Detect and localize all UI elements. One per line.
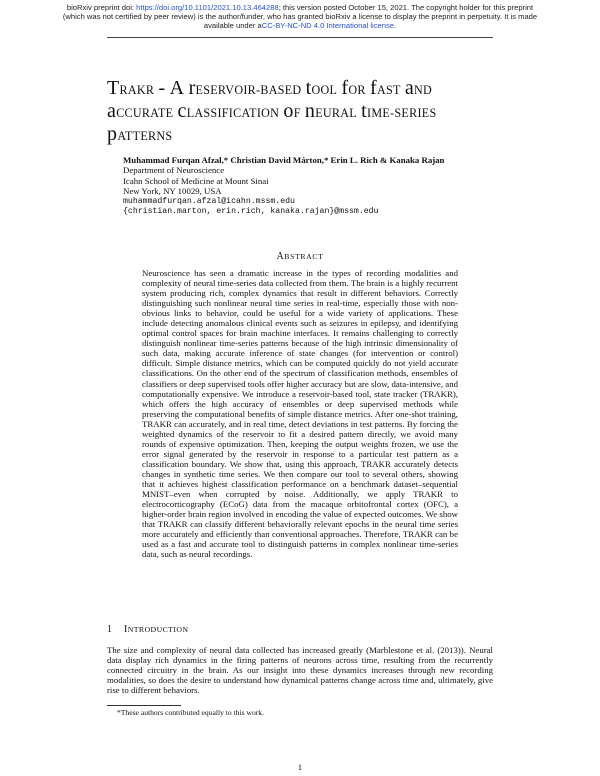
preprint-line3-start: available under a — [203, 21, 262, 30]
title-line-1: TRAKR - A rESERVOIR-BASED tOOL fOR fAST aND — [107, 77, 433, 99]
abstract-text: Neuroscience has seen a dramatic increase in the types of recording modalities and complexity of neural time-series data collected from them. The brain is a highly recurrent system producing rich, complex dynamics that result in different behaviors. Correctly distinguishing such nonlinear neural time series in real-time, especially those with non-obvious links to behavior, could be useful for a wide variety of applications. These include detecting anomalous clinical events such as seizures in epilepsy, and identifying optimal control spaces for brain machine interfaces. It remains challenging to correctly distinguish nonlinear time-series patterns because of the high intrinsic dimensionality of such data, making accurate inference of state changes (for intervention or control) difficult. Simple distance metrics, which can be computed quickly do not yield accurate classifications. On the other end of the spectrum of classification methods, ensembles of classifiers or deep supervised tools offer higher accuracy but are slow, data-intensive, and computationally expensive. We introduce a reservoir-based tool, state tracker (TRAKR), which offers the high accuracy of ensembles or deep supervised methods while preserving the computational benefits of simple distance metrics. After one-shot training, TRAKR can accurately, and in real time, detect deviations in test patterns. By forcing the weighted dynamics of the reservoir to fit a desired pattern directly, we avoid many rounds of expensive optimization. Then, keeping the output weights frozen, we use the error signal generated by the reservoir in response to a particular test pattern as a classification boundary. We show that, using this approach, TRAKR accurately detects changes in synthetic time series. We then compare our tool to several others, showing that it achieves highest classification performance on a benchmark dataset–sequential MNIST–even when corrupted by noise. Additionally, we apply TRAKR to electrocorticography (ECoG) data from the macaque orbitofrontal cortex (OFC), a higher-order brain region involved in encoding the value of expected outcomes. We show that TRAKR can classify different behaviorally relevant epochs in the neural time series more accurately and efficiently than conventional approaches. Therefore, TRAKR can be used as a fast and accurate tool to distinguish patterns in complex nonlinear time-series data, such as neural recordings. — [142, 268, 458, 560]
author-school: Icahn School of Medicine at Mount Sinai — [123, 175, 269, 186]
author-names: Muhammad Furqan Afzal,* Christian David Márton,* Erin L. Rich & Kanaka Rajan — [123, 155, 445, 165]
footnote-rule — [107, 705, 181, 706]
paper-title — [107, 78, 507, 147]
section-heading-introduction — [107, 624, 188, 635]
author-email-2: {christian.marton, erin.rich, kanaka.rajan}@mssm.edu — [123, 207, 379, 217]
license-link[interactable]: CC-BY-NC-ND 4.0 International license — [261, 21, 394, 30]
header-rule — [107, 37, 493, 38]
author-department: Department of Neuroscience — [123, 165, 225, 176]
abstract-heading: ABSTRACT — [276, 251, 324, 262]
preprint-line1-end: ; this version posted October 15, 2021. The copyright holder for this preprint — [278, 3, 534, 12]
author-email-1: muhammadfurqan.afzal@icahn.mssm.edu — [123, 196, 295, 206]
author-city: New York, NY 10029, USA — [123, 186, 222, 197]
author-block — [123, 155, 503, 217]
introduction-paragraph: The size and complexity of neural data collected has increased greatly (Marblestone et al. (2013)). Neural data display rich dynamics in the firing patterns of neurons across time, resulting from the recurrently connected circuitry in the brain. As our insight into these dynamics increases through new recording modalities, so does the desire to understand how dynamical patterns change across time and, ultimately, give rise to different behaviors. — [107, 645, 493, 696]
preprint-notice — [0, 3, 600, 30]
title-line-2: aCCURATE cLASSIFICATION oF nEURAL tIME-SERIES — [107, 100, 437, 122]
page-number: 1 — [297, 762, 303, 772]
preprint-line2: (which was not certified by peer review) is the author/funder, who has granted bioRxiv a license to display the preprint in perpetuity. It is made — [62, 12, 538, 21]
preprint-line3-end: . — [393, 21, 397, 30]
section-number: 1 — [107, 624, 113, 635]
footnote: *These authors contributed equally to this work. — [117, 708, 264, 717]
title-line-3: pATTERNS — [107, 123, 173, 145]
preprint-line1-start: bioRxiv preprint doi: — [66, 3, 137, 12]
doi-link[interactable]: https://doi.org/10.1101/2021.10.13.464288 — [136, 3, 279, 12]
section-title: INTRODUCTION — [124, 624, 189, 635]
